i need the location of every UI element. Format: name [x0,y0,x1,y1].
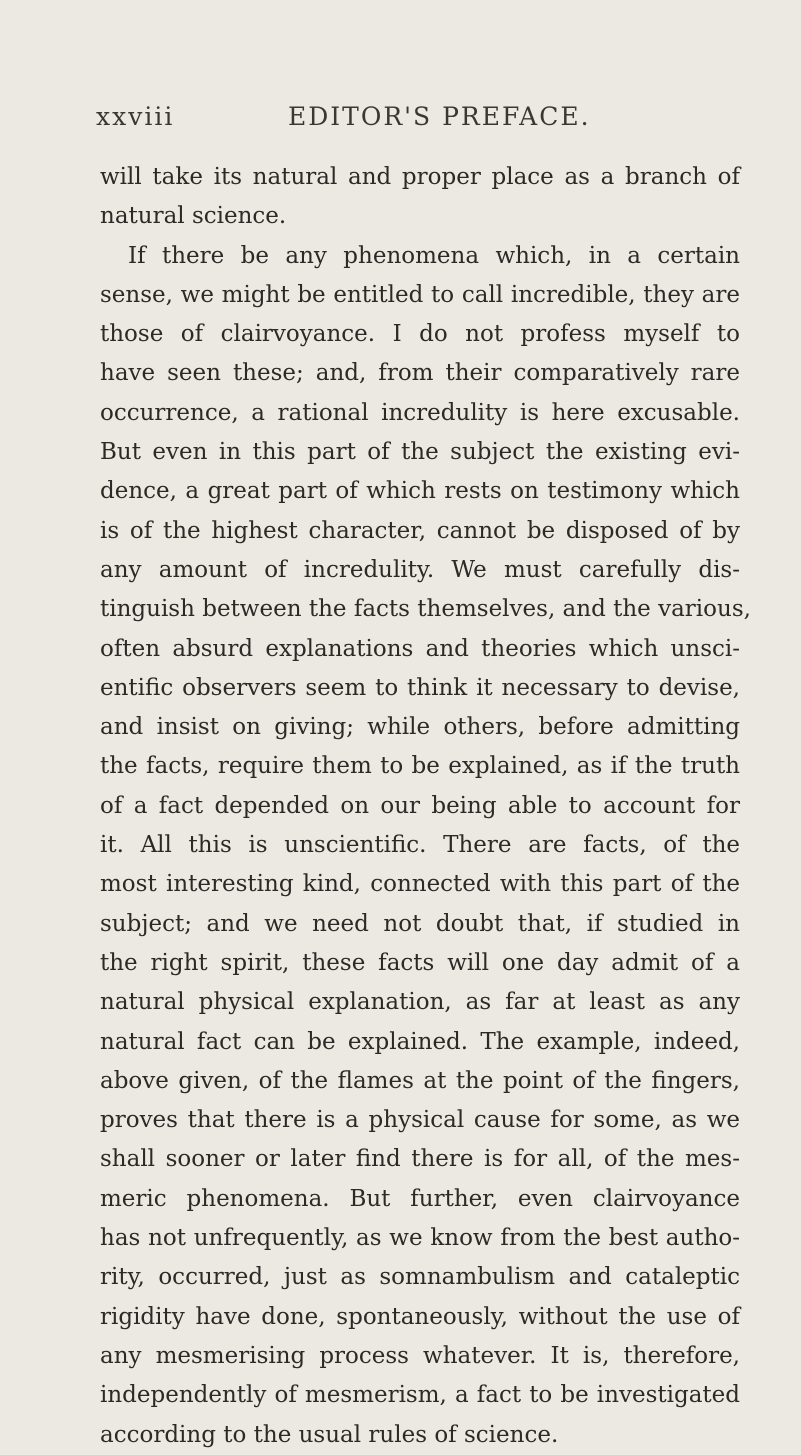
text-line: often absurd explanations and theories which unsci- [100,635,740,662]
text-line: rigidity have done, spontaneously, without the use of [100,1303,740,1330]
text-line: the facts, require them to be explained, as if the truth [100,753,740,780]
text-line: of a fact depended on our being able to account for [100,792,740,819]
text-line: the right spirit, these facts will one day admit of a [100,949,740,976]
text-line: is of the highest character, cannot be disposed of by [100,517,740,544]
body-text [100,158,751,1455]
running-title: EDITOR'S PREFACE. [288,102,591,131]
text-line: But even in this part of the subject the existing evi- [100,439,740,466]
page-number: xxviii [96,102,175,131]
text-line: shall sooner or later find there is for all, of the mes- [100,1146,740,1173]
text-line: natural science. [100,203,287,230]
text-line: If there be any phenomena which, in a certain [128,242,740,269]
text-line: any amount of incredulity. We must carefully dis- [100,556,740,583]
text-line: independently of mesmerism, a fact to be investigated [100,1382,740,1409]
text-line: will take its natural and proper place as a branch of [100,164,740,190]
text-line: sense, we might be entitled to call incredible, they are [100,281,740,308]
text-line: tinguish between the facts themselves, and the various, [100,596,751,623]
text-line: any mesmerising process whatever. It is, therefore, [100,1342,740,1369]
text-line: have seen these; and, from their comparatively rare [100,360,740,387]
text-line: and insist on giving; while others, before admitting [100,714,740,741]
text-line: has not unfrequently, as we know from the best autho- [100,1225,740,1252]
text-line: proves that there is a physical cause for some, as we [100,1107,740,1134]
text-line: rity, occurred, just as somnambulism and cataleptic [100,1264,740,1291]
text-line: occurrence, a rational incredulity is here excusable. [100,399,740,426]
text-line: according to the usual rules of science. [100,1421,559,1448]
text-line: entific observers seem to think it necessary to devise, [100,674,740,701]
text-line: meric phenomena. But further, even clairvoyance [100,1185,740,1212]
text-line: dence, a great part of which rests on testimony which [100,478,740,505]
text-line: natural physical explanation, as far at least as any [100,989,740,1016]
text-line: most interesting kind, connected with this part of the [100,871,740,898]
running-head [0,102,801,138]
text-line: it. All this is unscientific. There are facts, of the [100,832,740,859]
text-line: natural fact can be explained. The example, indeed, [100,1028,740,1055]
text-line: above given, of the flames at the point of the fingers, [100,1067,740,1094]
text-line: subject; and we need not doubt that, if studied in [100,910,740,937]
text-line: those of clairvoyance. I do not profess myself to [100,321,740,348]
